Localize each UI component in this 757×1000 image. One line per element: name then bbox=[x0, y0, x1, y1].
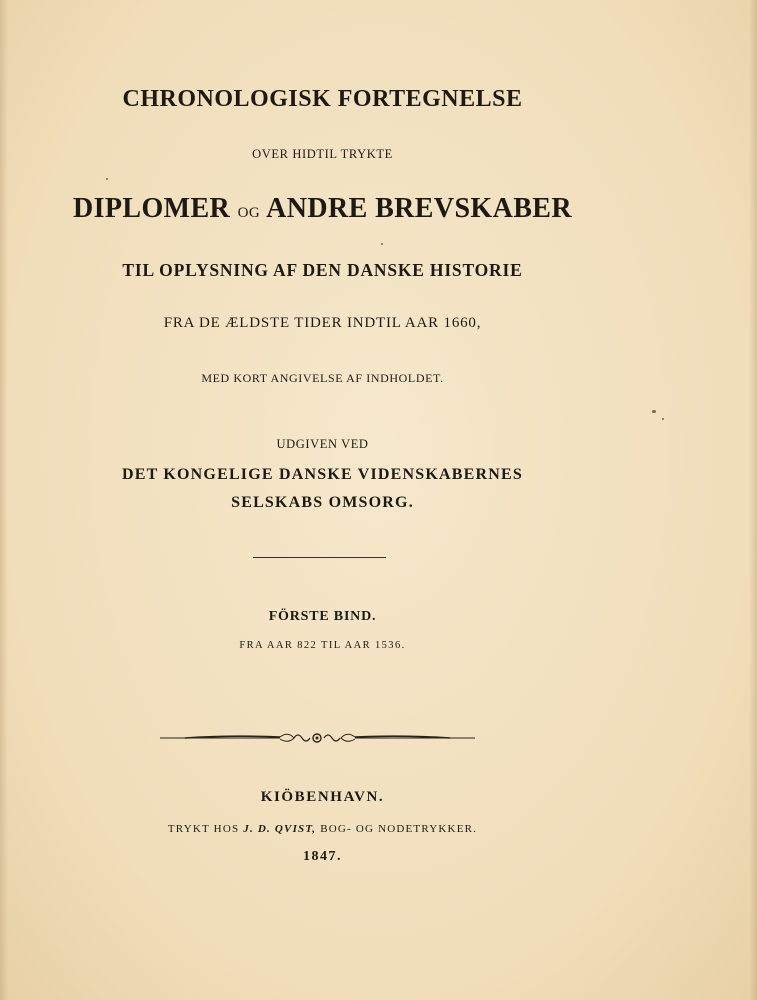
publication-year: 1847. bbox=[303, 849, 342, 864]
heading-diplomer-part2: ANDRE BREVSKABER bbox=[266, 193, 573, 224]
city-name: KIÖBENHAVN. bbox=[260, 789, 385, 805]
paper-speck bbox=[662, 418, 664, 420]
divider-rule bbox=[253, 557, 386, 558]
paper-speck bbox=[652, 410, 656, 413]
printer-suffix: BOG- OG NODETRYKKER. bbox=[320, 823, 478, 835]
heading-diplomer-conjunction: OG bbox=[237, 205, 261, 221]
ornamental-rule-icon bbox=[160, 728, 475, 748]
subtitle-oplysning: TIL OPLYSNING AF DEN DANSKE HISTORIE bbox=[122, 260, 523, 280]
main-title: CHRONOLOGISK FORTEGNELSE bbox=[122, 86, 523, 112]
subtitle-angivelse: MED KORT ANGIVELSE AF INDHOLDET. bbox=[201, 371, 444, 385]
printer-name: J. D. QVIST, bbox=[243, 823, 317, 835]
volume-label: FÖRSTE BIND. bbox=[268, 609, 377, 624]
paper-speck bbox=[106, 178, 108, 180]
subtitle-over: OVER HIDTIL TRYKTE bbox=[252, 147, 393, 161]
publisher-line-2: SELSKABS OMSORG. bbox=[231, 494, 414, 511]
printer-line bbox=[0, 823, 645, 835]
udgiven-ved: UDGIVEN VED bbox=[276, 437, 369, 451]
volume-range: FRA AAR 822 TIL AAR 1536. bbox=[239, 640, 406, 651]
page-edge-shadow-right bbox=[749, 0, 757, 1000]
printer-prefix: TRYKT HOS bbox=[167, 823, 240, 835]
heading-diplomer bbox=[0, 193, 645, 225]
heading-diplomer-part1: DIPLOMER bbox=[72, 193, 231, 224]
paper-speck bbox=[381, 243, 383, 245]
subtitle-tider: FRA DE ÆLDSTE TIDER INDTIL AAR 1660, bbox=[163, 315, 482, 331]
publisher-line-1: DET KONGELIGE DANSKE VIDENSKABERNES bbox=[121, 466, 524, 483]
